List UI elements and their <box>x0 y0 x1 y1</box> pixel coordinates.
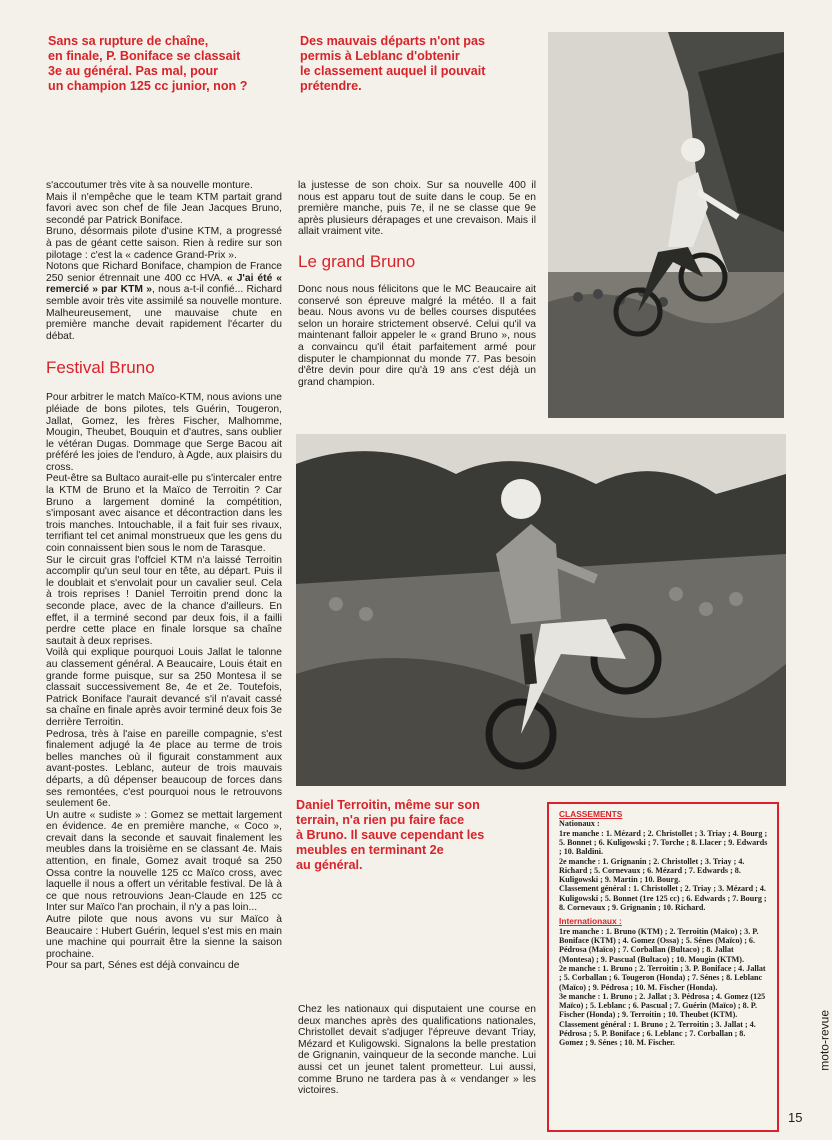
column-left <box>46 180 282 972</box>
paragraph: Autre pilote que nous avons vu sur Maïco à Beaucaire : Hubert Guérin, lequel s'est mis en main une machine qui pourrait être la sienne la saison prochaine. <box>46 914 282 960</box>
caption-leblanc <box>300 34 540 94</box>
caption-terroitin <box>296 798 546 873</box>
paragraph: Mais il n'empêche que le team KTM partait grand favori avec son chef de file Jean Jacques Bruno, secondé par Patrick Boniface. <box>46 191 282 226</box>
results-internationaux-line: 1re manche : 1. Bruno (KTM) ; 2. Terroitin (Maïco) ; 3. P. Boniface (KTM) ; 4. Gomez (Ossa) ; 5. Sénes (Maïco) ; 6. Pédrosa (Maïco) ; 7. Corballan (Bultaco) ; 8. Jallat (Montesa) ; 9. Pascual (Bultaco) ; 10. Mougin (KTM). <box>559 926 759 964</box>
section-heading-le-grand-bruno: Le grand Bruno <box>298 251 416 271</box>
caption-line: prétendre. <box>300 79 362 93</box>
results-internationaux-line: Classement général : 1. Bruno ; 2. Terroitin ; 3. Jallat ; 4. Pédrosa ; 5. P. Boniface ; 6. Leblanc ; 7. Corballan ; 8. Gomez ; 9. Sénes ; 10. M. Fischer. <box>559 1019 756 1048</box>
paragraph: Chez les nationaux qui disputaient une course en deux manches après des qualifications nationales, Christollet devait s'adjuger l'épreuve devant Triay, Mézard et Kuligowski. Signalons la belle prestation de Grignanin, vainqueur de la seconde manche. Lui aussi cet un jeunet talent prometteur. Lui aussi, comme Bruno ne tardera pas à « vendanger » les victoires. <box>298 1004 536 1097</box>
caption-line: 3e au général. Pas mal, pour <box>48 64 219 78</box>
caption-line: à Bruno. Il sauve cependant les <box>296 828 485 842</box>
caption-line: Sans sa rupture de chaîne, <box>48 34 209 48</box>
column-middle-bottom <box>298 1004 536 1097</box>
photo-bruno-jump <box>296 434 786 786</box>
paragraph: Un autre « sudiste » : Gomez se mettait largement en évidence. 4e en première manche, « Coco », crevait dans la seconde et sauvait finalement les meubles dans la troisième en se classant 4e. Mais attention, en finale, Gomez avait troqué sa 250 Ossa contre la nouvelle 125 cc Maïco cross, avec laquelle il nous a offert un véritable festival. De là à ce que nous retrouvions Jean-Claude en 125 cc Inter sur Maïco l'an prochain, il n'y a pas loin... <box>46 809 282 914</box>
paragraph: Pedrosa, très à l'aise en pareille compagnie, s'est finalement adjugé la 4e place au terme de trois belles manches où il figurait constamment aux avant-postes. Leblanc, auteur de trois mauvais départs, a dû dépenser beaucoup de forces dans ses remontées, c'est pourquoi nous le retrouvons seulement 6e. <box>46 728 282 810</box>
paragraph <box>46 261 282 342</box>
caption-line: le classement auquel il pouvait <box>300 64 486 78</box>
results-internationaux-line: 3e manche : 1. Bruno ; 2. Jallat ; 3. Pédrosa ; 4. Gomez (125 Maïco) ; 5. Leblanc ; 6. Pascual ; 7. Guérin (Maïco) ; 8. P. Fischer (Honda) ; 9. Terroitin ; 10. Theubet (KTM). <box>559 991 766 1020</box>
section-heading-festival-bruno: Festival Bruno <box>46 358 155 378</box>
results-nationaux-line: 1re manche : 1. Mézard ; 2. Christollet ; 3. Triay ; 4. Bourg ; 5. Bonnet ; 6. Kuligowski ; 7. Torche ; 8. Llacer ; 9. Edwards ; 10. Baldini. <box>559 828 768 857</box>
photo-leblanc-image <box>548 32 784 418</box>
paragraph: Pour arbitrer le match Maïco-KTM, nous avions une pléiade de bons pilotes, tels Guérin, Tougeron, Jallat, Gomez, les frères Fischer, Malhomme, Mougin, Theubet, Bouquin et d'autres, sans oublier le vétéran Dugas. Dommage que Serge Bacou ait préféré les joies de l'enduro, à Agde, aux plaisirs du cross. <box>46 392 282 473</box>
paragraph: la justesse de son choix. Sur sa nouvelle 400 il nous est apparu tout de suite dans le coup. 5e en première manche, puis 7e, il ne se classe que 9e après plusieurs dérapages et une crevaison. Mais il allait vraiment vite. <box>298 180 536 238</box>
caption-line: au général. <box>296 858 363 872</box>
results-box <box>547 802 779 1132</box>
paragraph: Donc nous nous félicitons que le MC Beaucaire ait conservé son épreuve malgré la météo. Il a fait beau. Nous avons vu de belles courses disputées selon un horaire strictement observé. Celui qu'il va maintenant falloir appeler le « grand Bruno », nous a convaincu qu'il était parfaitement armé pour disputer le championnat du monde 77. Pas besoin d'être devin pour dire qu'à 19 ans c'est déjà un grand champion. <box>298 283 536 388</box>
caption-line: terrain, n'a rien pu faire face <box>296 813 465 827</box>
caption-line: Des mauvais départs n'ont pas <box>300 34 485 48</box>
caption-boniface <box>48 34 288 94</box>
column-middle-top <box>298 180 536 388</box>
caption-line: meubles en terminant 2e <box>296 843 444 857</box>
results-nationaux-heading: Nationaux : <box>559 819 600 829</box>
paragraph-text: Notons que Richard Boniface, champion de France 250 senior étrennait une 400 cc HVA. <box>46 261 282 284</box>
paragraph: Sur le circuit gras l'offciel KTM n'a laissé Terroitin accomplir qu'un seul tour en tête, au départ. Puis il le doublait et s'envolait pour un cavalier seul. Cela à trois reprises ! Daniel Terroitin prend donc la seconde place, avec de la chance d'ailleurs. En effet, il a terminé second par deux fois, il a failli perdre cette place en finale lorsque sa chaîne sautait à deux reprises. <box>46 554 282 647</box>
paragraph: Peut-être sa Bultaco aurait-elle pu s'intercaler entre la KTM de Bruno et la Maïco de Terroitin ? Car Bruno a largement dominé la compétition, s'imposant avec aisance et décontraction dans les trois manches. Intouchable, il a fait fuir ses rivaux, terrifiant tel cet animal monstrueux que les gens du coin connaissent bien sous le nom de Tarasque. <box>46 473 282 555</box>
caption-line: un champion 125 cc junior, non ? <box>48 79 248 93</box>
page-number: 15 <box>788 1110 803 1125</box>
results-title: CLASSEMENTS <box>559 809 623 819</box>
caption-line: Daniel Terroitin, même sur son <box>296 798 480 812</box>
caption-line: permis à Leblanc d'obtenir <box>300 49 460 63</box>
paragraph: Bruno, désormais pilote d'usine KTM, a progressé à pas de géant cette saison. Rien à redire sur son pilotage : c'est la « cadence Grand-Prix ». <box>46 226 282 261</box>
paragraph: Pour sa part, Sénes est déjà convaincu de <box>46 960 240 972</box>
results-nationaux-line: 2e manche : 1. Grignanin ; 2. Christollet ; 3. Triay ; 4. Richard ; 5. Cornevaux ; 6. Mézard ; 7. Edwards ; 8. Kuligowski ; 9. Martin ; 10. Bourg. <box>559 856 745 885</box>
photo-leblanc-jump <box>548 32 784 418</box>
paragraph-text: , nous a-t-il confié... Richard semble avoir très vite assimilé sa nouvelle monture. Malheureusement, une mauvaise chute en première manche devait rapidement l'écarter du débat. <box>46 284 282 342</box>
caption-line: en finale, P. Boniface se classait <box>48 49 241 63</box>
paragraph: Voilà qui explique pourquoi Louis Jallat le talonne au classement général. A Beaucaire, Louis était en grande forme puisque, sur sa 250 Montesa il se classait successivement 8e, 4e et 2e. Toutefois, Patrick Boniface l'aurait devancé s'il n'avait cassé sa chaîne en finale après avoir terminé deux fois 3e derrière Terroitin. <box>46 647 282 728</box>
results-nationaux-line: Classement général : 1. Christollet ; 2. Triay ; 3. Mézard ; 4. Kuligowski ; 5. Bonnet (1re 125 cc) ; 6. Edwards ; 7. Bourg ; 8. Cornevaux ; 9. Grignanin ; 10. Richard. <box>559 884 767 913</box>
photo-bruno-image <box>296 434 786 786</box>
paragraph: s'accoutumer très vite à sa nouvelle monture. <box>46 180 253 191</box>
magazine-name: moto-revue <box>818 1010 832 1071</box>
results-internationaux-heading: Internationaux : <box>559 916 622 927</box>
quote-boniface: « J'ai été « remercié » par KTM » <box>46 272 282 296</box>
results-internationaux-line: 2e manche : 1. Bruno ; 2. Terroitin ; 3. P. Boniface ; 4. Jallat ; 5. Corballan ; 6. Tougeron (Honda) ; 7. Sénes ; 8. Leblanc (Maïco) ; 9. Pédrosa ; 10. M. Fischer (Honda). <box>559 963 766 992</box>
